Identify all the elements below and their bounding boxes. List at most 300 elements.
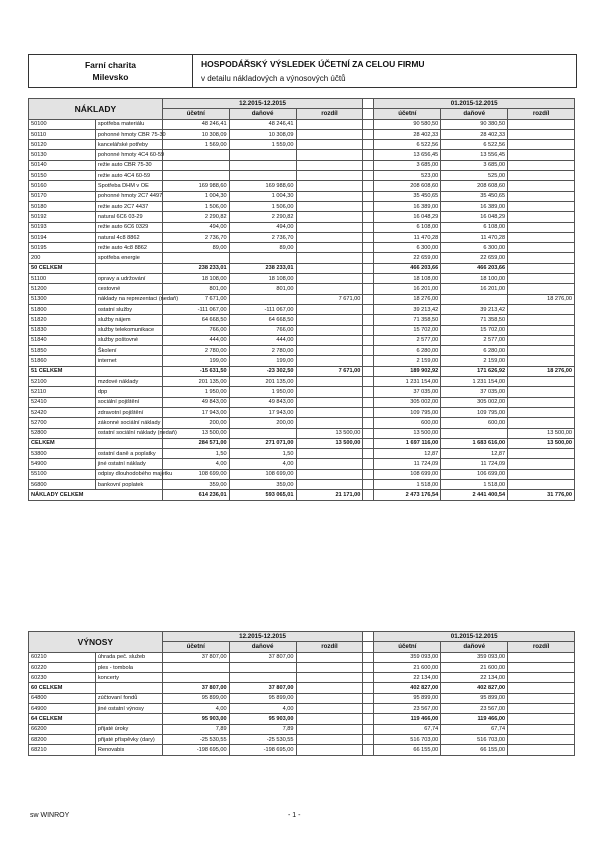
amount-cell — [508, 377, 575, 387]
account-row — [29, 160, 575, 170]
amount-cell: 16 201,00 — [441, 284, 508, 294]
column-header: daňové — [441, 109, 508, 119]
software-label: sw WINROY — [30, 812, 70, 819]
amount-cell: 169 988,60 — [162, 181, 229, 191]
amount-cell — [229, 673, 296, 683]
amount-cell — [296, 191, 363, 201]
amount-cell: -23 302,50 — [229, 366, 296, 376]
amount-cell: 13 500,00 — [296, 438, 363, 448]
account-row — [29, 181, 575, 191]
amount-cell: 12,87 — [374, 449, 441, 459]
column-gap — [363, 438, 374, 448]
column-gap — [363, 642, 374, 652]
amount-cell: 18 276,00 — [508, 366, 575, 376]
amount-cell: 2 736,70 — [229, 232, 296, 242]
amount-cell: 49 843,00 — [229, 397, 296, 407]
amount-cell: 13 500,00 — [374, 428, 441, 438]
amount-cell: 64 668,50 — [229, 315, 296, 325]
account-name: ostatní sociální náklady (nedaň) — [95, 428, 162, 438]
account-name: úhrada peč. služeb — [95, 652, 162, 662]
amount-cell: 6 522,56 — [374, 140, 441, 150]
account-row — [29, 662, 575, 672]
organization-block — [29, 55, 193, 87]
account-row — [29, 459, 575, 469]
amount-cell: 71 358,50 — [441, 315, 508, 325]
amount-cell — [508, 418, 575, 428]
amount-cell: 494,00 — [229, 222, 296, 232]
amount-cell: 7 671,00 — [296, 366, 363, 376]
account-code: 60210 — [29, 652, 96, 662]
account-code: 54900 — [29, 459, 96, 469]
amount-cell — [296, 243, 363, 253]
amount-cell — [296, 325, 363, 335]
amount-cell: 6 300,00 — [441, 243, 508, 253]
account-code: 52420 — [29, 407, 96, 417]
amount-cell — [296, 346, 363, 356]
account-name: Renovabis — [95, 745, 162, 755]
column-gap — [363, 129, 374, 139]
column-gap — [363, 745, 374, 755]
amount-cell: 4,00 — [162, 704, 229, 714]
account-code: 51800 — [29, 304, 96, 314]
account-name: náklady na reprezentaci (nedaň) — [95, 294, 162, 304]
amount-cell — [296, 479, 363, 489]
amount-cell — [508, 397, 575, 407]
account-name: přijaté příspěvky (dary) — [95, 734, 162, 744]
org-city: Milevsko — [92, 72, 129, 82]
column-header: rozdíl — [508, 642, 575, 652]
amount-cell — [296, 335, 363, 345]
header-row-periods — [29, 99, 575, 109]
amount-cell: 199,00 — [229, 356, 296, 366]
amount-cell: 402 827,00 — [441, 683, 508, 693]
column-header: daňové — [229, 642, 296, 652]
amount-cell: 49 843,00 — [162, 397, 229, 407]
amount-cell: 766,00 — [229, 325, 296, 335]
account-row — [29, 418, 575, 428]
total-row — [29, 490, 575, 500]
amount-cell: 284 571,00 — [162, 438, 229, 448]
amount-cell — [296, 704, 363, 714]
amount-cell: 801,00 — [229, 284, 296, 294]
column-gap — [363, 325, 374, 335]
amount-cell: 238 233,01 — [162, 263, 229, 273]
account-name: pohonné hmoty 2C7 4497 — [95, 191, 162, 201]
amount-cell: 31 776,00 — [508, 490, 575, 500]
amount-cell — [296, 469, 363, 479]
amount-cell — [508, 469, 575, 479]
account-code: 51860 — [29, 356, 96, 366]
amount-cell — [296, 662, 363, 672]
account-name: ples - tombola — [95, 662, 162, 672]
account-name: pohonné hmoty CBR 75-30 — [95, 129, 162, 139]
amount-cell — [508, 335, 575, 345]
amount-cell — [508, 119, 575, 129]
account-code: 50192 — [29, 212, 96, 222]
column-gap — [363, 274, 374, 284]
account-code: 51850 — [29, 346, 96, 356]
amount-cell: 208 608,60 — [374, 181, 441, 191]
amount-cell: 1 506,00 — [162, 201, 229, 211]
amount-cell: -111 067,00 — [162, 304, 229, 314]
column-gap — [363, 212, 374, 222]
amount-cell — [296, 160, 363, 170]
column-gap — [363, 652, 374, 662]
amount-cell — [508, 704, 575, 714]
column-gap — [363, 150, 374, 160]
amount-cell: 37 035,00 — [441, 387, 508, 397]
amount-cell: 13 500,00 — [508, 438, 575, 448]
column-gap — [363, 469, 374, 479]
column-gap — [363, 418, 374, 428]
page-number: - 1 - — [288, 812, 301, 819]
amount-cell — [162, 160, 229, 170]
amount-cell — [162, 253, 229, 263]
amount-cell: 2 780,00 — [162, 346, 229, 356]
account-name: pohonné hmoty 4C4 60-59 — [95, 150, 162, 160]
account-row — [29, 469, 575, 479]
amount-cell: 6 108,00 — [374, 222, 441, 232]
account-name: koncerty — [95, 673, 162, 683]
account-name: režie auto 4c8 8862 — [95, 243, 162, 253]
amount-cell: 39 213,42 — [441, 304, 508, 314]
account-code: 52700 — [29, 418, 96, 428]
account-name: zdravotní pojištění — [95, 407, 162, 417]
account-row — [29, 397, 575, 407]
amount-cell: 359,00 — [162, 479, 229, 489]
amount-cell — [508, 346, 575, 356]
amount-cell: 200,00 — [162, 418, 229, 428]
amount-cell — [508, 160, 575, 170]
account-code: 50 CELKEM — [29, 263, 96, 273]
account-code: 50170 — [29, 191, 96, 201]
amount-cell — [296, 745, 363, 755]
amount-cell: 600,00 — [374, 418, 441, 428]
amount-cell — [296, 140, 363, 150]
amount-cell: 171 626,92 — [441, 366, 508, 376]
account-name: ostatní daně a poplatky — [95, 449, 162, 459]
account-row — [29, 325, 575, 335]
amount-cell: 95 903,00 — [229, 714, 296, 724]
amount-cell — [508, 263, 575, 273]
amount-cell: 35 450,65 — [441, 191, 508, 201]
account-code: 66200 — [29, 724, 96, 734]
amount-cell — [508, 734, 575, 744]
amount-cell: 22 659,00 — [441, 253, 508, 263]
amount-cell: 15 702,00 — [374, 325, 441, 335]
amount-cell: 2 780,00 — [229, 346, 296, 356]
column-gap — [363, 714, 374, 724]
account-name — [95, 263, 162, 273]
account-code: 50130 — [29, 150, 96, 160]
amount-cell: 2 577,00 — [374, 335, 441, 345]
amount-cell: 494,00 — [162, 222, 229, 232]
amount-cell: 18 108,00 — [374, 274, 441, 284]
amount-cell: 6 522,56 — [441, 140, 508, 150]
amount-cell: 13 500,00 — [296, 428, 363, 438]
amount-cell: 17 943,00 — [162, 407, 229, 417]
amount-cell: 1 518,00 — [374, 479, 441, 489]
amount-cell: 2 290,82 — [229, 212, 296, 222]
amount-cell — [296, 683, 363, 693]
amount-cell — [296, 459, 363, 469]
account-name: kancelářské potřeby — [95, 140, 162, 150]
account-row — [29, 356, 575, 366]
amount-cell: 238 233,01 — [229, 263, 296, 273]
amount-cell: 119 466,00 — [441, 714, 508, 724]
account-row — [29, 673, 575, 683]
amount-cell: 359 093,00 — [374, 652, 441, 662]
amount-cell — [508, 140, 575, 150]
account-code: 60220 — [29, 662, 96, 672]
account-code: CELKEM — [29, 438, 96, 448]
amount-cell — [508, 232, 575, 242]
amount-cell: 189 902,92 — [374, 366, 441, 376]
revenues-table — [28, 631, 575, 756]
amount-cell — [508, 459, 575, 469]
account-code: 68200 — [29, 734, 96, 744]
amount-cell — [508, 243, 575, 253]
amount-cell — [296, 693, 363, 703]
column-gap — [363, 377, 374, 387]
amount-cell: 1 569,00 — [162, 140, 229, 150]
column-gap — [363, 632, 374, 642]
total-row — [29, 438, 575, 448]
amount-cell: 271 071,00 — [229, 438, 296, 448]
amount-cell — [508, 356, 575, 366]
amount-cell: 1 506,00 — [229, 201, 296, 211]
amount-cell — [508, 745, 575, 755]
amount-cell: 444,00 — [229, 335, 296, 345]
amount-cell: 199,00 — [162, 356, 229, 366]
account-name: odpisy dlouhodobého majetku — [95, 469, 162, 479]
account-name: služby nájem — [95, 315, 162, 325]
account-code: 50195 — [29, 243, 96, 253]
account-name: opravy a udržování — [95, 274, 162, 284]
amount-cell: 614 236,01 — [162, 490, 229, 500]
amount-cell: 21 600,00 — [374, 662, 441, 672]
amount-cell: -15 631,50 — [162, 366, 229, 376]
amount-cell: 4,00 — [229, 459, 296, 469]
account-code: 64900 — [29, 704, 96, 714]
column-gap — [363, 294, 374, 304]
amount-cell: 516 703,00 — [441, 734, 508, 744]
column-gap — [363, 284, 374, 294]
column-gap — [363, 356, 374, 366]
section-label: NÁKLADY — [29, 99, 163, 120]
account-row — [29, 734, 575, 744]
amount-cell: 95 899,00 — [374, 693, 441, 703]
amount-cell: 1 683 616,00 — [441, 438, 508, 448]
amount-cell: 3 685,00 — [441, 160, 508, 170]
column-gap — [363, 335, 374, 345]
amount-cell: 2 473 176,54 — [374, 490, 441, 500]
amount-cell — [296, 171, 363, 181]
amount-cell — [296, 253, 363, 263]
amount-cell: 95 899,00 — [441, 693, 508, 703]
amount-cell — [296, 734, 363, 744]
amount-cell: 7,89 — [229, 724, 296, 734]
amount-cell: -111 067,00 — [229, 304, 296, 314]
account-name: režie auto CBR 75-30 — [95, 160, 162, 170]
amount-cell: 766,00 — [162, 325, 229, 335]
amount-cell: 109 795,00 — [441, 407, 508, 417]
column-gap — [363, 222, 374, 232]
amount-cell: 67,74 — [374, 724, 441, 734]
amount-cell: 1 950,00 — [229, 387, 296, 397]
column-gap — [363, 366, 374, 376]
amount-cell: 201 135,00 — [229, 377, 296, 387]
amount-cell — [508, 479, 575, 489]
amount-cell: 37 807,00 — [229, 683, 296, 693]
account-code: 51100 — [29, 274, 96, 284]
amount-cell — [229, 150, 296, 160]
column-gap — [363, 449, 374, 459]
account-name — [95, 438, 162, 448]
amount-cell: 48 246,41 — [162, 119, 229, 129]
account-code: 50110 — [29, 129, 96, 139]
amount-cell — [296, 212, 363, 222]
column-gap — [363, 479, 374, 489]
account-code: 51200 — [29, 284, 96, 294]
account-code: 50194 — [29, 232, 96, 242]
amount-cell: 600,00 — [441, 418, 508, 428]
amount-cell: 21 600,00 — [441, 662, 508, 672]
account-name: zúčtovaní fondů — [95, 693, 162, 703]
amount-cell — [296, 673, 363, 683]
column-gap — [363, 201, 374, 211]
amount-cell: 13 500,00 — [162, 428, 229, 438]
amount-cell — [296, 449, 363, 459]
amount-cell: 402 827,00 — [374, 683, 441, 693]
account-code: 50180 — [29, 201, 96, 211]
column-gap — [363, 387, 374, 397]
amount-cell — [508, 212, 575, 222]
amount-cell — [508, 449, 575, 459]
amount-cell — [508, 714, 575, 724]
amount-cell — [508, 284, 575, 294]
account-name: ostatní služby — [95, 304, 162, 314]
account-row — [29, 479, 575, 489]
grand-total-label: NÁKLADY CELKEM — [29, 490, 163, 500]
amount-cell: 1 004,30 — [229, 191, 296, 201]
amount-cell: 16 389,00 — [374, 201, 441, 211]
column-gap — [363, 181, 374, 191]
amount-cell — [508, 407, 575, 417]
account-code: 68210 — [29, 745, 96, 755]
account-name — [95, 714, 162, 724]
column-gap — [363, 171, 374, 181]
column-header: účetní — [374, 109, 441, 119]
amount-cell: 18 276,00 — [508, 294, 575, 304]
column-gap — [363, 397, 374, 407]
org-name: Farní charita — [84, 60, 137, 70]
account-row — [29, 129, 575, 139]
column-gap — [363, 243, 374, 253]
amount-cell: 305 002,00 — [441, 397, 508, 407]
amount-cell — [508, 724, 575, 734]
amount-cell: 10 308,09 — [162, 129, 229, 139]
amount-cell: 2 159,00 — [374, 356, 441, 366]
account-row — [29, 745, 575, 755]
amount-cell — [296, 652, 363, 662]
amount-cell: 11 724,09 — [374, 459, 441, 469]
amount-cell: 1 518,00 — [441, 479, 508, 489]
amount-cell: 108 699,00 — [374, 469, 441, 479]
amount-cell: 89,00 — [229, 243, 296, 253]
amount-cell: 66 155,00 — [441, 745, 508, 755]
column-gap — [363, 232, 374, 242]
amount-cell — [229, 294, 296, 304]
total-row — [29, 714, 575, 724]
account-row — [29, 315, 575, 325]
account-code: 53800 — [29, 449, 96, 459]
column-gap — [363, 704, 374, 714]
amount-cell: 108 699,00 — [229, 469, 296, 479]
column-gap — [363, 428, 374, 438]
column-gap — [363, 140, 374, 150]
amount-cell: 71 358,50 — [374, 315, 441, 325]
account-row — [29, 253, 575, 263]
account-name: Spotřeba DHM v OE — [95, 181, 162, 191]
account-name: zákonné sociální náklady — [95, 418, 162, 428]
column-header: rozdíl — [508, 109, 575, 119]
account-row — [29, 449, 575, 459]
amount-cell — [296, 232, 363, 242]
amount-cell: 11 470,28 — [441, 232, 508, 242]
amount-cell: 201 135,00 — [162, 377, 229, 387]
report-title: HOSPODÁŘSKÝ VÝSLEDEK ÚČETNÍ ZA CELOU FIRMU — [201, 59, 425, 69]
account-name: mzdové náklady — [95, 377, 162, 387]
account-code: 51830 — [29, 325, 96, 335]
account-row — [29, 140, 575, 150]
amount-cell — [229, 428, 296, 438]
account-name: služby telekomunikace — [95, 325, 162, 335]
amount-cell: 12,87 — [441, 449, 508, 459]
period-year-to-date: 01.2015-12.2015 — [374, 632, 575, 642]
amount-cell — [508, 315, 575, 325]
account-code: 52100 — [29, 377, 96, 387]
amount-cell — [508, 304, 575, 314]
account-row — [29, 704, 575, 714]
column-gap — [363, 693, 374, 703]
amount-cell: 23 567,00 — [374, 704, 441, 714]
account-row — [29, 201, 575, 211]
amount-cell: 11 470,28 — [374, 232, 441, 242]
amount-cell: 1 231 154,00 — [441, 377, 508, 387]
amount-cell: 23 567,00 — [441, 704, 508, 714]
account-row — [29, 222, 575, 232]
amount-cell — [162, 662, 229, 672]
account-name: jiné ostatní náklady — [95, 459, 162, 469]
account-row — [29, 346, 575, 356]
amount-cell — [296, 304, 363, 314]
amount-cell — [508, 171, 575, 181]
account-row — [29, 212, 575, 222]
amount-cell: 2 159,00 — [441, 356, 508, 366]
amount-cell — [229, 662, 296, 672]
amount-cell: 525,00 — [441, 171, 508, 181]
amount-cell — [508, 274, 575, 284]
account-name: sociální pojištění — [95, 397, 162, 407]
amount-cell: 28 402,33 — [374, 129, 441, 139]
amount-cell: 305 002,00 — [374, 397, 441, 407]
amount-cell: 13 500,00 — [508, 428, 575, 438]
account-row — [29, 652, 575, 662]
amount-cell: 16 048,29 — [374, 212, 441, 222]
account-name: přijaté úroky — [95, 724, 162, 734]
amount-cell: 108 699,00 — [162, 469, 229, 479]
